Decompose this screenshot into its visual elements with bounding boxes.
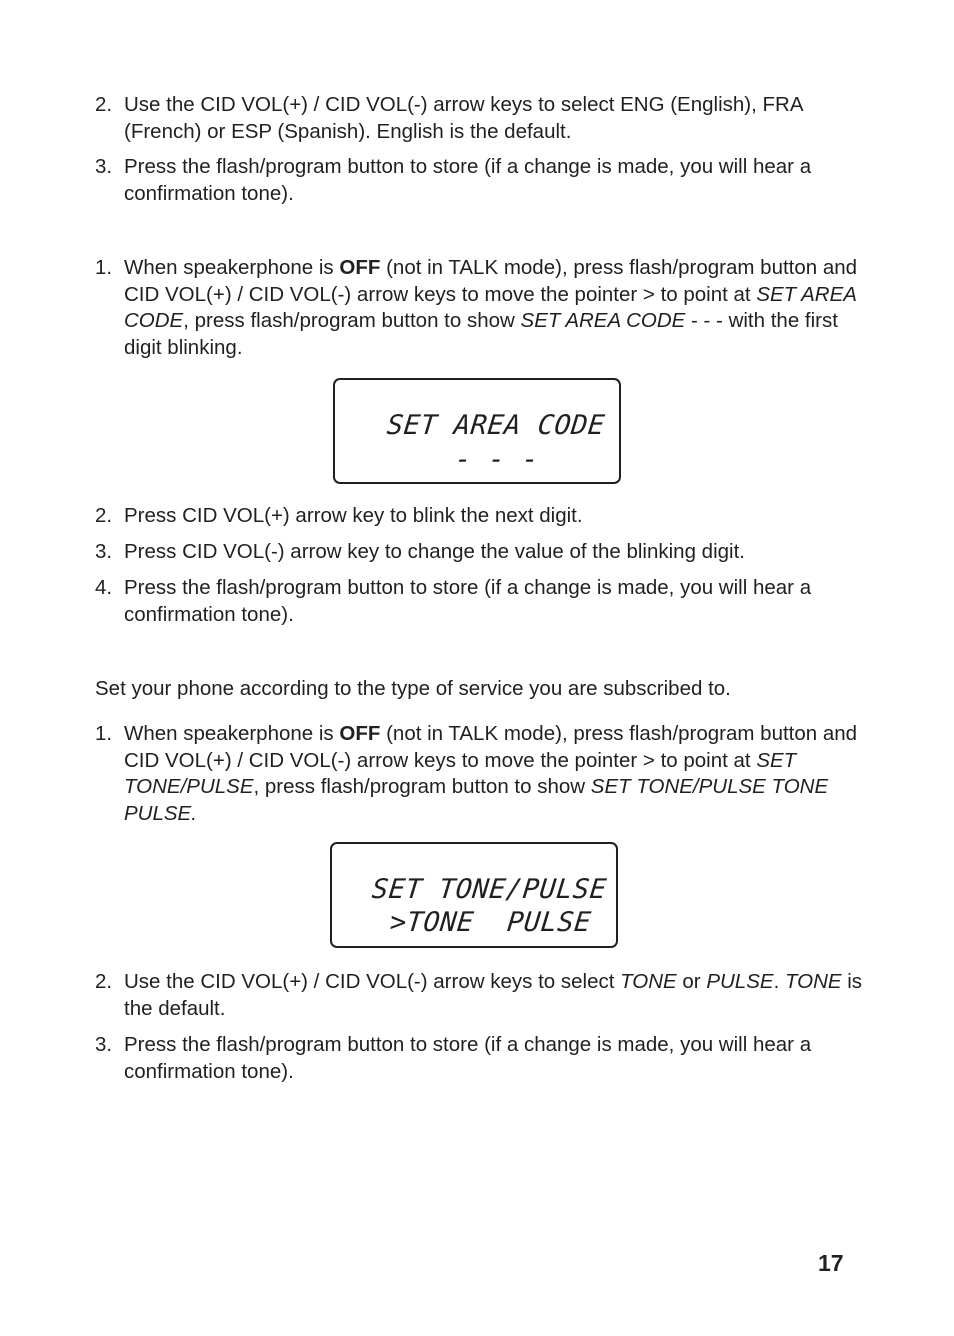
italic-pulse: PULSE [706,970,774,993]
text-run: . [773,970,785,993]
step-text: Press CID VOL(+) arrow key to blink the next digit. [124,504,583,527]
area-code-step-2 [95,503,865,530]
lcd-display-area-code [333,378,621,484]
text-run: When speakerphone is [124,722,340,745]
step-text: Use the CID VOL(+) / CID VOL(-) arrow keys to select ENG (English), FRA (French) or ESP (Spanish). English is the default. [124,93,803,143]
step-number: 3. [95,540,113,563]
step-text: Press the flash/program button to store (if a change is made, you will hear a confirmation tone). [124,1033,812,1083]
tone-pulse-step-2 [95,969,865,1022]
italic-display-text: SET AREA CODE [520,309,686,332]
italic-tone: TONE [784,970,842,993]
step-number: 4. [95,576,113,599]
language-step-3 [95,154,865,207]
bold-off: OFF [339,256,381,279]
step-number: 3. [95,155,113,178]
italic-tone: TONE [620,970,677,993]
area-code-step-1 [95,255,865,361]
text-run: When speakerphone is [124,256,340,279]
italic-display-text: SET TONE/PULSE TONE PULSE. [124,775,829,825]
step-number: 2. [95,504,113,527]
text-run: , press flash/program button to show [183,309,521,332]
lcd-line-2: >TONE PULSE [388,907,593,938]
step-number: 2. [95,93,113,116]
italic-menu-name: SET TONE/PULSE [124,748,797,798]
tone-pulse-step-3 [95,1032,865,1085]
text-run: Use the CID VOL(+) / CID VOL(-) arrow keys to select [124,970,621,993]
step-text [124,255,865,361]
text-run: or [676,970,707,993]
text-run: is the default. [124,970,863,1020]
tone-pulse-step-1 [95,721,865,827]
language-step-2 [95,92,865,145]
area-code-step-4 [95,575,865,628]
step-text: Press the flash/program button to store (if a change is made, you will hear a confirmation tone). [124,155,812,205]
step-number: 1. [95,722,113,745]
text-run: (not in TALK mode), press flash/program button and CID VOL(+) / CID VOL(-) arrow keys to move the pointer > to point at [124,256,858,306]
step-text [124,969,865,1022]
italic-menu-name: SET AREA CODE [124,282,857,332]
step-number: 1. [95,256,113,279]
area-code-step-3 [95,539,865,566]
bold-off: OFF [339,722,381,745]
step-text [124,721,865,827]
lcd-display-tone-pulse [330,842,618,948]
text-run: - - - with the first digit blinking. [124,309,838,359]
page-number: 17 [818,1250,844,1276]
lcd-line-2: - - - [453,444,541,475]
text-run: (not in TALK mode), press flash/program button and CID VOL(+) / CID VOL(-) arrow keys to move the pointer > to point at [124,722,858,772]
step-text: Press CID VOL(-) arrow key to change the value of the blinking digit. [124,540,745,563]
lcd-line-1: SET TONE/PULSE [370,874,609,905]
step-text: Press the flash/program button to store (if a change is made, you will hear a confirmation tone). [124,576,812,626]
text-run: , press flash/program button to show [253,775,591,798]
lcd-line-1: SET AREA CODE [385,410,607,441]
tone-pulse-intro: Set your phone according to the type of service you are subscribed to. [95,677,731,700]
step-number: 2. [95,970,113,993]
step-number: 3. [95,1033,113,1056]
